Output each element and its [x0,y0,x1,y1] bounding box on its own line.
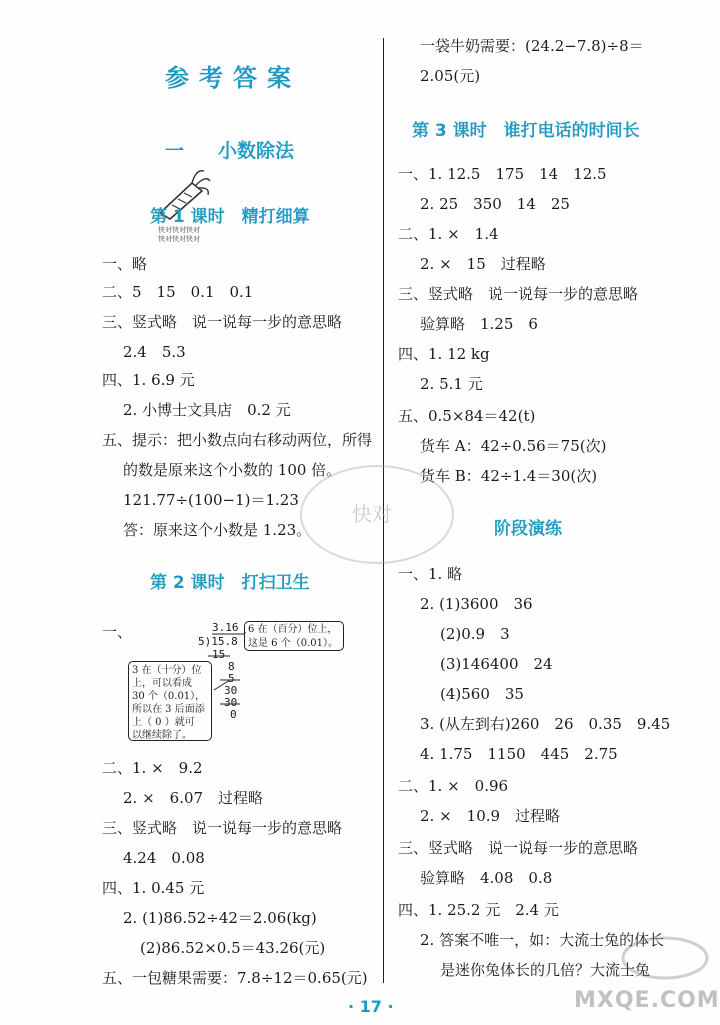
answer-line: 2.4 5.3 [123,343,186,361]
answer-line: 四、1. 25.2 元 2.4 元 [398,901,559,919]
answer-line: 五、一包糖果需要：7.8÷12＝0.65(元) [102,969,368,987]
answer-line: 2. 25 350 14 25 [420,195,570,213]
stage-title: 阶段演练 [494,519,562,539]
answer-line: 4. 1.75 1150 445 2.75 [420,745,618,763]
answer-line: 的数是原来这个小数的 100 倍。 [123,461,342,479]
answer-line: 2. 5.1 元 [420,375,483,393]
answer-line: 二、5 15 0.1 0.1 [102,283,254,301]
answer-line: 一、略 [102,255,148,273]
division-dividend: 5)15.8 [198,635,238,648]
answer-line: 四、1. 6.9 元 [102,371,195,389]
answer-line: 验算略 4.08 0.8 [420,869,553,887]
page-number: · 17 · [348,997,394,1016]
unit-name: 小数除法 [218,140,295,162]
answer-line: 五、提示：把小数点向右移动两位，所得 [102,431,373,449]
division-row: 8 [228,660,235,673]
callout-box: 3 在（十分）位 上，可以看成 30 个（0.01）， 所以在 3 后面添 上（ 0 ）就可 以继续除了。 [128,661,212,741]
answer-line: 三、竖式略 说一说每一步的意思略 [102,313,343,331]
lesson-1-title: 第 1 课时 精打细算 [150,207,310,227]
answer-line: 四、1. 0.45 元 [102,879,205,897]
division-row: 30 [224,696,238,709]
answer-line: 2. × 15 过程略 [420,255,546,273]
answer-line: 三、竖式略 说一说每一步的意思略 [398,285,639,303]
answer-line: 是迷你兔体长的几倍？大流士兔 [440,961,651,979]
answer-line: 3. (从左到右)260 26 0.35 9.45 [420,715,671,733]
unit-number: 一 [165,140,185,162]
answer-line: 121.77÷(100−1)＝1.23 [123,491,299,509]
answer-line: 答：原来这个小数是 1.23。 [123,521,312,539]
unit-title [165,136,294,163]
answer-line: 2. (1)86.52÷42＝2.06(kg) [123,909,317,927]
answer-line: (4)560 35 [440,685,524,703]
answer-line: 二、1. × 0.96 [398,777,509,795]
answer-line: 二、1. × 1.4 [398,225,499,243]
answer-line: (3)146400 24 [440,655,553,673]
answer-line: 四、1. 12 kg [398,345,490,363]
answer-line: 一、 [102,623,133,641]
answer-line: 三、竖式略 说一说每一步的意思略 [102,819,343,837]
division-row: 0 [230,708,237,721]
site-watermark-text: MXQE.COM [574,988,720,1013]
answer-line: 2. (1)3600 36 [420,595,533,613]
division-row: 30 [224,684,238,697]
answer-line: 2. 答案不唯一，如：大流士兔的体长 [420,931,665,949]
answer-line: (2)0.9 3 [440,625,510,643]
answer-line: 2. × 6.07 过程略 [123,789,264,807]
answer-line: (2)86.52×0.5＝43.26(元) [140,939,326,957]
answer-line: 2. × 10.9 过程略 [420,807,561,825]
page-title: 参考答案 [165,63,301,92]
carrot-tag: 快对快对快对 快对快对快对 [158,226,200,243]
answer-line: 一袋牛奶需要：(24.2−7.8)÷8＝ [420,37,644,55]
answer-line: 2. 小博士文具店 0.2 元 [123,401,291,419]
answer-line: 二、1. × 9.2 [102,759,203,777]
answer-line: 五、0.5×84＝42(t) [398,407,536,425]
watermark-text: 快对 [352,502,392,526]
answer-line: 一、1. 12.5 175 14 12.5 [398,165,607,183]
answer-line: 货车 A：42÷0.56＝75(次) [420,437,607,455]
division-row: 5 [228,672,235,685]
callout-box: 6 在（百分）位上， 这是 6 个（0.01）。 [244,621,344,651]
answer-line: 2.05(元) [420,67,481,85]
lesson-2-title: 第 2 课时 打扫卫生 [150,573,310,593]
answer-line: 一、1. 略 [398,565,463,583]
answer-line: 三、竖式略 说一说每一步的意思略 [398,839,639,857]
answer-line: 4.24 0.08 [123,849,205,867]
lesson-3-title: 第 3 课时 谁打电话的时间长 [412,121,640,141]
division-row: 15 [212,648,226,661]
answer-line: 货车 B：42÷1.4＝30(次) [420,467,598,485]
division-quotient: 3.16 [212,621,239,634]
answer-line: 验算略 1.25 6 [420,315,538,333]
